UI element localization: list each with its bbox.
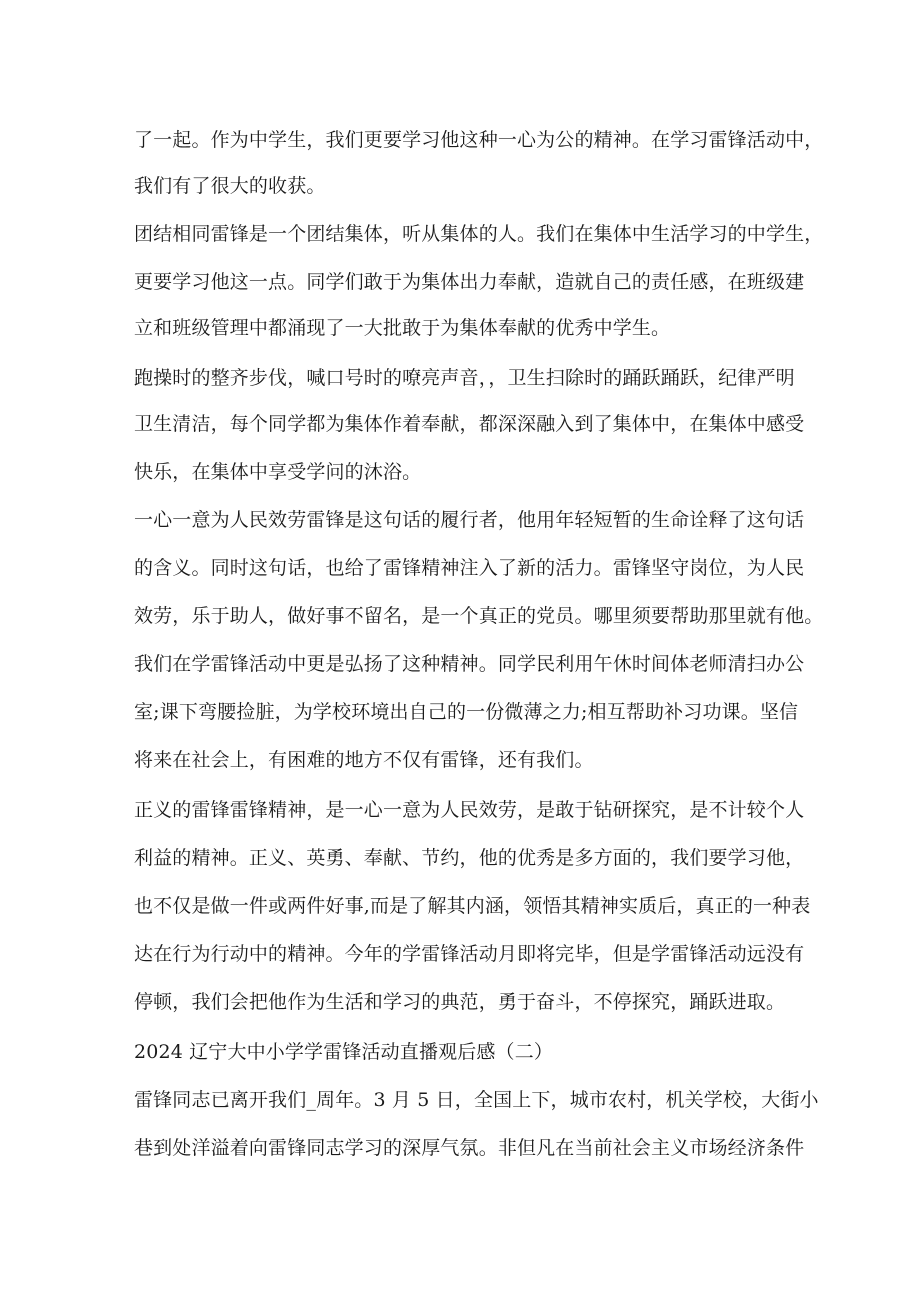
text-line: 一心一意为人民效劳雷锋是这句话的履行者，他用年轻短暂的生命诠释了这句话 xyxy=(134,509,805,531)
text-line: 巷到处洋溢着向雷锋同志学习的深厚气氛。非但凡在当前社会主义市场经济条件 xyxy=(134,1137,805,1159)
text-line: 快乐，在集体中享受学问的沐浴。 xyxy=(134,461,422,483)
text-line: 我们在学雷锋活动中更是弘扬了这种精神。同学民利用午休时间体老师清扫办公 xyxy=(134,653,805,675)
text-line: 雷锋同志已离开我们_周年。3 月 5 日，全国上下，城市农村，机关学校，大街小 xyxy=(134,1089,819,1111)
text-line: 跑操时的整齐步伐，喊口号时的嘹亮声音，，卫生扫除时的踊跃踊跃，纪律严明 xyxy=(134,367,795,389)
text-line: 也不仅是做一件或两件好事,而是了解其内涵，领悟其精神实质后，真正的一种表 xyxy=(134,895,811,917)
text-line: 正义的雷锋雷锋精神，是一心一意为人民效劳，是敢于钻研探究，是不计较个人 xyxy=(134,799,805,821)
text-line: 更要学习他这一点。同学们敢于为集体出力奉献，造就自己的责任感，在班级建 xyxy=(134,271,805,293)
text-line: 利益的精神。正义、英勇、奉献、节约，他的优秀是多方面的，我们要学习他， xyxy=(134,847,805,869)
text-line: 立和班级管理中都涌现了一大批敢于为集体奉献的优秀中学生。 xyxy=(134,317,671,339)
text-line: 卫生清洁，每个同学都为集体作着奉献，都深深融入到了集体中，在集体中感受 xyxy=(134,413,805,435)
text-line: 了一起。作为中学生，我们更要学习他这种一心为公的精神。在学习雷锋活动中， xyxy=(134,129,824,151)
text-line: 效劳，乐于助人，做好事不留名，是一个真正的党员。哪里须要帮助那里就有他。 xyxy=(134,605,824,627)
text-line: 室;课下弯腰捡脏，为学校环境出自己的一份微薄之力;相互帮助补习功课。坚信 xyxy=(134,701,799,723)
text-line: 团结相同雷锋是一个团结集体，听从集体的人。我们在集体中生活学习的中学生， xyxy=(134,223,824,245)
section-heading: 2024 辽宁大中小学学雷锋活动直播观后感（二） xyxy=(134,1041,553,1063)
text-line: 将来在社会上，有困难的地方不仅有雷锋，还有我们。 xyxy=(134,749,594,771)
text-line: 达在行为行动中的精神。今年的学雷锋活动月即将完毕，但是学雷锋活动远没有 xyxy=(134,943,805,965)
text-line: 的含义。同时这句话，也给了雷锋精神注入了新的活力。雷锋坚守岗位，为人民 xyxy=(134,557,805,579)
text-line: 停顿，我们会把他作为生活和学习的典范，勇于奋斗，不停探究，踊跃进取。 xyxy=(134,991,786,1013)
text-line: 我们有了很大的收获。 xyxy=(134,175,326,197)
